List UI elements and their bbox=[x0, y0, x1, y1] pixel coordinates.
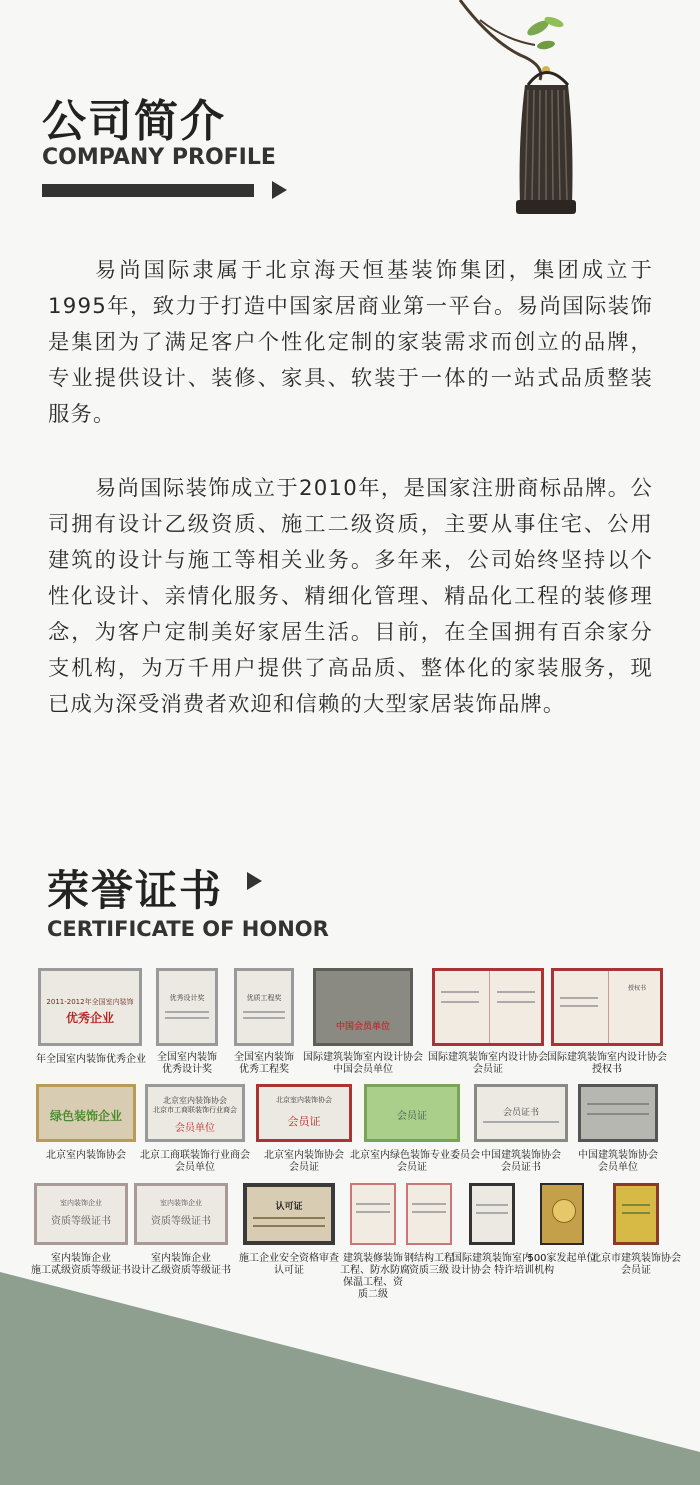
certificate-item bbox=[156, 968, 218, 1073]
certificate-caption: 500家发起单位 bbox=[527, 1253, 597, 1264]
certificate-image bbox=[134, 1183, 228, 1245]
profile-paragraph-1: 易尚国际隶属于北京海天恒基装饰集团，集团成立于1995年，致力于打造中国家居商业第一平台。易尚国际装饰是集团为了满足客户个性化定制的家装需求而创立的品牌，专业提供设计、装修、家具、软装于一体的一站式品质整装服务。 bbox=[48, 258, 653, 427]
certificate-caption: 室内装饰企业 施工贰级资质等级证书 bbox=[31, 1253, 131, 1276]
certificate-item bbox=[36, 1084, 136, 1164]
certificate-image bbox=[256, 1084, 352, 1142]
certificate-item bbox=[31, 1183, 131, 1278]
vase-plant-decoration bbox=[450, 0, 600, 225]
arrow-right-icon bbox=[272, 181, 287, 199]
certificate-image bbox=[432, 968, 544, 1046]
certificate-item bbox=[256, 1084, 352, 1173]
certificate-caption: 国际建筑装饰室内 设计协会 特许培训机构 bbox=[451, 1253, 555, 1276]
certificate-caption: 中国建筑装饰协会 会员单位 bbox=[578, 1150, 658, 1173]
certificate-caption: 建筑装修装饰 工程、防水防腐 保温工程、资 质二级 bbox=[340, 1253, 410, 1300]
certificate-item bbox=[428, 968, 548, 1075]
plate-text: 会员证 bbox=[397, 1111, 427, 1122]
certificate-caption: 国际建筑装饰室内设计协会 授权书 bbox=[547, 1052, 667, 1075]
certificate-caption: 北京市建筑装饰协会 会员证 bbox=[591, 1253, 681, 1276]
certificate-item bbox=[474, 1084, 568, 1173]
profile-paragraph-2: 易尚国际装饰成立于2010年，是国家注册商标品牌。公司拥有设计乙级资质、施工二级资质，主要从事住宅、公用建筑的设计与施工等相关业务。多年来，公司始终坚持以个性化设计、亲情化服务、精细化管理、精品化工程的装修理念，为客户定制美好家居生活。目前，在全国拥有百余家分支机构，为万千用户提供了高品质、整体化的家装服务，现已成为深受消费者欢迎和信赖的大型家居装饰品牌。 bbox=[48, 476, 653, 717]
certificate-image bbox=[156, 968, 218, 1046]
certificate-item bbox=[451, 1183, 555, 1278]
section-divider-bar bbox=[42, 184, 254, 197]
plate-text: 授权书 bbox=[627, 985, 646, 992]
certificate-image bbox=[38, 968, 142, 1046]
certificate-caption: 全国室内装饰 优秀设计奖 bbox=[157, 1052, 217, 1075]
plate-text: 资质等级证书 bbox=[51, 1216, 111, 1227]
certificate-image bbox=[474, 1084, 568, 1142]
certificate-caption: 室内装饰企业 设计乙级资质等级证书 bbox=[131, 1253, 231, 1276]
certificate-caption: 北京室内装饰协会 会员证 bbox=[264, 1150, 344, 1173]
plate-text: 优秀企业 bbox=[65, 1011, 114, 1025]
plate-text: 会员证书 bbox=[502, 1108, 539, 1118]
honors-title: 荣誉证书 bbox=[47, 866, 224, 915]
plate-text: 室内装饰企业 bbox=[60, 1199, 102, 1207]
certificate-item bbox=[303, 968, 423, 1075]
certificate-image bbox=[578, 1084, 658, 1142]
certificate-item bbox=[527, 1183, 597, 1278]
certificate-caption: 全国室内装饰 优秀工程奖 bbox=[234, 1052, 294, 1075]
certificate-item bbox=[406, 1183, 452, 1278]
certificate-caption: 施工企业安全资格审查 认可证 bbox=[239, 1253, 339, 1276]
plate-text: 会员单位 bbox=[175, 1123, 215, 1134]
certificate-image bbox=[540, 1183, 584, 1245]
certificate-image bbox=[313, 968, 413, 1046]
certificate-item bbox=[234, 968, 294, 1073]
plate-text: 资质等级证书 bbox=[151, 1216, 211, 1227]
plate-text: 认可证 bbox=[275, 1202, 303, 1212]
certificate-item bbox=[578, 1084, 658, 1173]
company-profile-subtitle: COMPANY PROFILE bbox=[42, 145, 276, 170]
certificate-caption: 中国建筑装饰协会 会员证书 bbox=[481, 1150, 561, 1173]
plate-text: 北京室内装饰协会 bbox=[163, 1096, 227, 1105]
certificate-image bbox=[243, 1183, 335, 1245]
certificate-image bbox=[350, 1183, 396, 1245]
plate-text: 2011-2012年全国室内装饰 bbox=[46, 998, 134, 1006]
plate-text: 室内装饰企业 bbox=[160, 1199, 202, 1207]
certificate-item bbox=[239, 1183, 339, 1278]
certificate-caption: 北京工商联装饰行业商会 会员单位 bbox=[140, 1150, 250, 1173]
certificate-image bbox=[36, 1084, 136, 1142]
certificate-item bbox=[340, 1183, 410, 1300]
plate-text: 绿色装饰企业 bbox=[49, 1109, 122, 1123]
certificate-image bbox=[364, 1084, 460, 1142]
certificate-image bbox=[613, 1183, 659, 1245]
certificate-caption: 钢结构工程 资质三级 bbox=[404, 1253, 454, 1276]
certificate-image bbox=[145, 1084, 245, 1142]
certificate-image bbox=[34, 1183, 128, 1245]
certificate-caption: 年全国室内装饰优秀企业 bbox=[36, 1054, 146, 1065]
certificate-caption: 国际建筑装饰室内设计协会 会员证 bbox=[428, 1052, 548, 1075]
certificate-caption: 北京室内装饰协会 bbox=[46, 1150, 126, 1161]
company-profile-title: 公司简介 bbox=[42, 96, 226, 147]
plate-text: 中国会员单位 bbox=[335, 1022, 390, 1032]
plate-text: 北京室内装饰协会 bbox=[276, 1096, 332, 1104]
certificate-item bbox=[36, 968, 146, 1073]
certificate-image bbox=[406, 1183, 452, 1245]
plate-text: 会员证 bbox=[287, 1115, 321, 1128]
certificate-caption: 国际建筑装饰室内设计协会 中国会员单位 bbox=[303, 1052, 423, 1075]
certificate-image bbox=[234, 968, 294, 1046]
honors-subtitle: CERTIFICATE OF HONOR bbox=[47, 917, 329, 941]
plate-text: 优秀设计奖 bbox=[169, 994, 205, 1002]
plate-text: 优质工程奖 bbox=[246, 994, 282, 1002]
certificate-item bbox=[140, 1084, 250, 1173]
certificate-item bbox=[350, 1084, 480, 1173]
certificate-image bbox=[469, 1183, 515, 1245]
certificate-item bbox=[131, 1183, 231, 1278]
certificate-item bbox=[591, 1183, 681, 1278]
arrow-right-icon bbox=[247, 872, 262, 890]
plate-text: 北京市工商联装饰行业商会 bbox=[153, 1106, 237, 1114]
certificate-item bbox=[547, 968, 667, 1075]
certificate-image bbox=[551, 968, 663, 1046]
certificate-caption: 北京室内绿色装饰专业委员会 会员证 bbox=[350, 1150, 480, 1173]
